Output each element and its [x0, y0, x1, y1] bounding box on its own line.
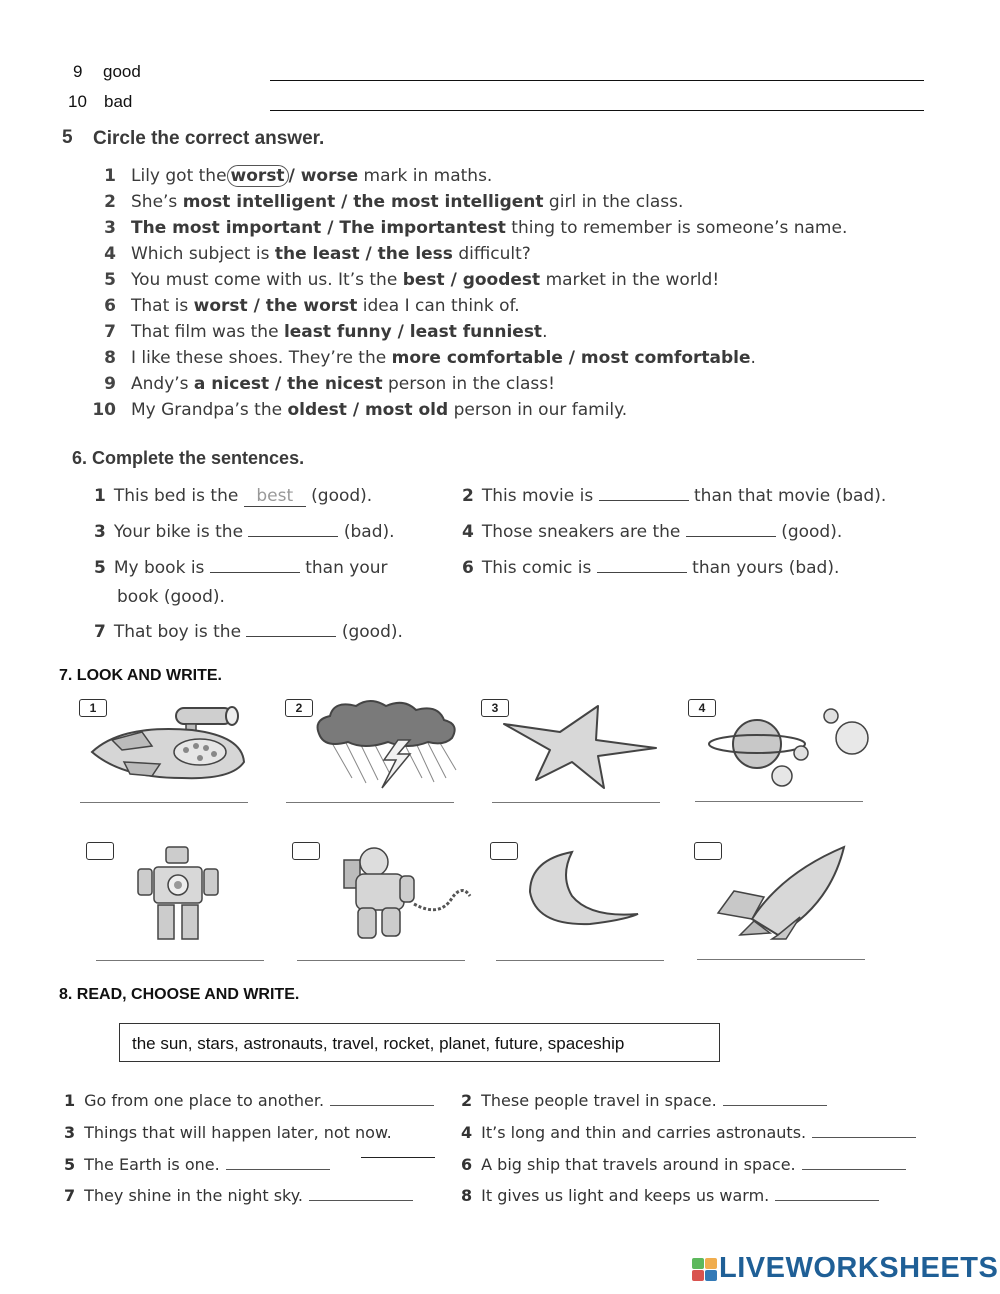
item-text: Things that will happen later, not now.: [84, 1123, 392, 1142]
item-text: thing to remember is someone’s name.: [505, 218, 848, 238]
s6-item-6: [462, 558, 839, 578]
item-text: than yours (bad).: [692, 558, 840, 578]
s6-item-4: [462, 522, 842, 542]
row-9-answer-line[interactable]: [270, 80, 924, 81]
s5-item-5: [86, 270, 719, 294]
item-text: This movie is: [481, 486, 594, 506]
item-text: Andy’s: [131, 374, 194, 394]
item-text: person in the class!: [382, 374, 555, 394]
item-number: 5: [64, 1155, 76, 1174]
item-text: person in our family.: [448, 400, 628, 420]
item-text: market in the world!: [540, 270, 720, 290]
s5-item-6: [86, 296, 520, 320]
item-text: mark in maths.: [358, 166, 493, 186]
planets-icon: [697, 706, 877, 788]
answer-line-4[interactable]: [695, 801, 863, 802]
item-number: 3: [64, 1123, 76, 1142]
answer-line-1[interactable]: [80, 802, 248, 803]
s5-item-10: [86, 400, 627, 424]
item-number: 2: [462, 486, 474, 506]
item-text: difficult?: [452, 244, 531, 264]
moon-icon: [520, 848, 645, 928]
s8-item-3-answer-line[interactable]: [361, 1157, 435, 1158]
section-5-number: 5: [62, 127, 73, 148]
item-text: (bad).: [343, 522, 395, 542]
s5-item-8: [86, 348, 756, 372]
item-text: Lily got the: [131, 166, 227, 186]
answer-blank[interactable]: [723, 1093, 827, 1106]
item-text: They shine in the night sky.: [84, 1186, 304, 1205]
s8-item-8: [461, 1186, 879, 1205]
answer-option[interactable]: most intelligent / the most intelligent: [182, 192, 544, 212]
item-text: (good).: [341, 622, 403, 642]
s8-item-5: [64, 1155, 330, 1174]
s5-item-4: [86, 244, 531, 268]
item-text: The Earth is one.: [84, 1155, 220, 1174]
number-box-7[interactable]: [490, 842, 518, 860]
item-number: 5: [104, 270, 116, 290]
item-number: 3: [94, 522, 106, 542]
section-5-title: Circle the correct answer.: [93, 128, 325, 149]
item-number: 8: [104, 348, 116, 368]
item-number: 7: [94, 622, 106, 642]
answer-option[interactable]: /: [288, 166, 301, 186]
item-text: This comic is: [481, 558, 592, 578]
item-text: I like these shoes. They’re the: [131, 348, 392, 368]
item-number: 1: [94, 486, 106, 506]
answer-option[interactable]: The most important / The importantest: [131, 218, 506, 238]
item-text: .: [542, 322, 548, 342]
answer-blank[interactable]: [597, 558, 687, 573]
item-text: (good).: [781, 522, 843, 542]
image-tag-4: 4: [688, 699, 716, 717]
answer-line-8[interactable]: [697, 959, 865, 960]
row-10-word: bad: [104, 92, 133, 111]
item-number: 6: [104, 296, 116, 316]
answer-line-6[interactable]: [297, 960, 465, 961]
answer-example: best: [244, 486, 306, 507]
item-number: 5: [94, 558, 106, 578]
answer-option[interactable]: the least / the less: [274, 244, 453, 264]
s8-item-4: [461, 1123, 916, 1142]
answer-line-3[interactable]: [492, 802, 660, 803]
item-number: 4: [104, 244, 116, 264]
s5-item-1: [86, 166, 492, 190]
answer-blank[interactable]: [246, 622, 336, 637]
item-text: It’s long and thin and carries astronauts.: [481, 1123, 807, 1142]
s6-item-5: [94, 558, 387, 578]
item-text: This bed is the: [113, 486, 239, 506]
rocket-icon: [712, 843, 857, 941]
s6-item-3: [94, 522, 395, 542]
section-7-title: 7. LOOK AND WRITE.: [59, 667, 222, 684]
circled-answer-option[interactable]: worst: [227, 165, 289, 187]
row-10-answer-line[interactable]: [270, 110, 924, 111]
answer-blank[interactable]: [226, 1157, 330, 1170]
s5-item-2: [86, 192, 683, 216]
image-tag-2: 2: [285, 699, 313, 717]
answer-option[interactable]: least funny / least funniest: [283, 322, 543, 342]
answer-blank[interactable]: [802, 1157, 906, 1170]
spaceship-icon: [82, 702, 252, 782]
image-tag-1: 1: [79, 699, 107, 717]
item-number: 9: [104, 374, 116, 394]
row-9-word: good: [103, 62, 141, 81]
item-text: than that movie (bad).: [694, 486, 887, 506]
item-number: 6: [461, 1155, 473, 1174]
answer-line-5[interactable]: [96, 960, 264, 961]
item-text: Those sneakers are the: [481, 522, 681, 542]
item-text: Go from one place to another.: [84, 1091, 325, 1110]
item-text: My Grandpa’s the: [131, 400, 288, 420]
answer-option[interactable]: a nicest / the nicest: [193, 374, 383, 394]
item-text: (good).: [311, 486, 373, 506]
answer-blank[interactable]: [686, 522, 776, 537]
liveworksheets-logo-text: LIVEWORKSHEETS: [719, 1252, 999, 1284]
section-6-title: 6. Complete the sentences.: [72, 448, 305, 468]
item-number: 3: [104, 218, 116, 238]
s5-item-3: [86, 218, 847, 242]
item-text: girl in the class.: [543, 192, 684, 212]
item-text: than your: [305, 558, 388, 578]
astronaut-icon: [330, 846, 475, 942]
answer-blank[interactable]: [248, 522, 338, 537]
image-tag-3: 3: [481, 699, 509, 717]
s8-item-2: [461, 1091, 827, 1110]
item-text: She’s: [131, 192, 183, 212]
item-text: You must come with us. It’s the: [131, 270, 403, 290]
storm-cloud-icon: [312, 698, 462, 793]
s8-item-1: [64, 1091, 434, 1110]
answer-blank[interactable]: [210, 558, 300, 573]
s6-item-2: [462, 486, 886, 506]
answer-option[interactable]: oldest / most old: [287, 400, 449, 420]
s5-item-7: [86, 322, 547, 346]
answer-blank[interactable]: [309, 1188, 413, 1201]
item-number: 4: [461, 1123, 473, 1142]
number-box-5[interactable]: [86, 842, 114, 860]
item-text: A big ship that travels around in space.: [481, 1155, 796, 1174]
item-number: 8: [461, 1186, 473, 1205]
item-text: Your bike is the: [113, 522, 244, 542]
answer-line-7[interactable]: [496, 960, 664, 961]
item-number: 10: [92, 400, 116, 420]
item-number: 7: [104, 322, 116, 342]
robot-icon: [128, 845, 228, 943]
s6-item-5-cont: book (good).: [117, 587, 225, 607]
s6-item-7: [94, 622, 403, 642]
answer-blank[interactable]: [775, 1188, 879, 1201]
answer-option[interactable]: worst / the worst: [193, 296, 358, 316]
item-text: That boy is the: [113, 622, 242, 642]
item-text: It gives us light and keeps us warm.: [481, 1186, 770, 1205]
item-number: 2: [461, 1091, 473, 1110]
item-text: That is: [131, 296, 194, 316]
answer-option[interactable]: best / goodest: [402, 270, 541, 290]
row-9-number: 9: [73, 62, 83, 81]
s8-item-6: [461, 1155, 906, 1174]
star-icon: [500, 702, 660, 790]
item-text: idea I can think of.: [357, 296, 520, 316]
s6-item-1: [94, 486, 372, 507]
item-number: 2: [104, 192, 116, 212]
section-8-title: 8. READ, CHOOSE AND WRITE.: [59, 986, 300, 1003]
answer-blank[interactable]: [812, 1125, 916, 1138]
answer-option[interactable]: worse: [300, 166, 359, 186]
s8-item-3: [64, 1123, 392, 1142]
item-number: 6: [462, 558, 474, 578]
word-box: the sun, stars, astronauts, travel, rocket, planet, future, spaceship: [119, 1023, 720, 1062]
s5-item-9: [86, 374, 555, 398]
liveworksheets-logo-icon: [692, 1258, 718, 1282]
item-text: These people travel in space.: [481, 1091, 717, 1110]
item-number: 1: [104, 166, 116, 186]
item-number: 4: [462, 522, 474, 542]
item-text: .: [750, 348, 756, 368]
number-box-6[interactable]: [292, 842, 320, 860]
item-text: My book is: [113, 558, 205, 578]
row-10-number: 10: [68, 92, 87, 111]
answer-option[interactable]: more comfortable / most comfortable: [391, 348, 751, 368]
item-number: 1: [64, 1091, 76, 1110]
item-text: That film was the: [131, 322, 284, 342]
answer-line-2[interactable]: [286, 802, 454, 803]
item-text: Which subject is: [131, 244, 275, 264]
answer-blank[interactable]: [330, 1093, 434, 1106]
s8-item-7: [64, 1186, 413, 1205]
answer-blank[interactable]: [599, 486, 689, 501]
item-number: 7: [64, 1186, 76, 1205]
